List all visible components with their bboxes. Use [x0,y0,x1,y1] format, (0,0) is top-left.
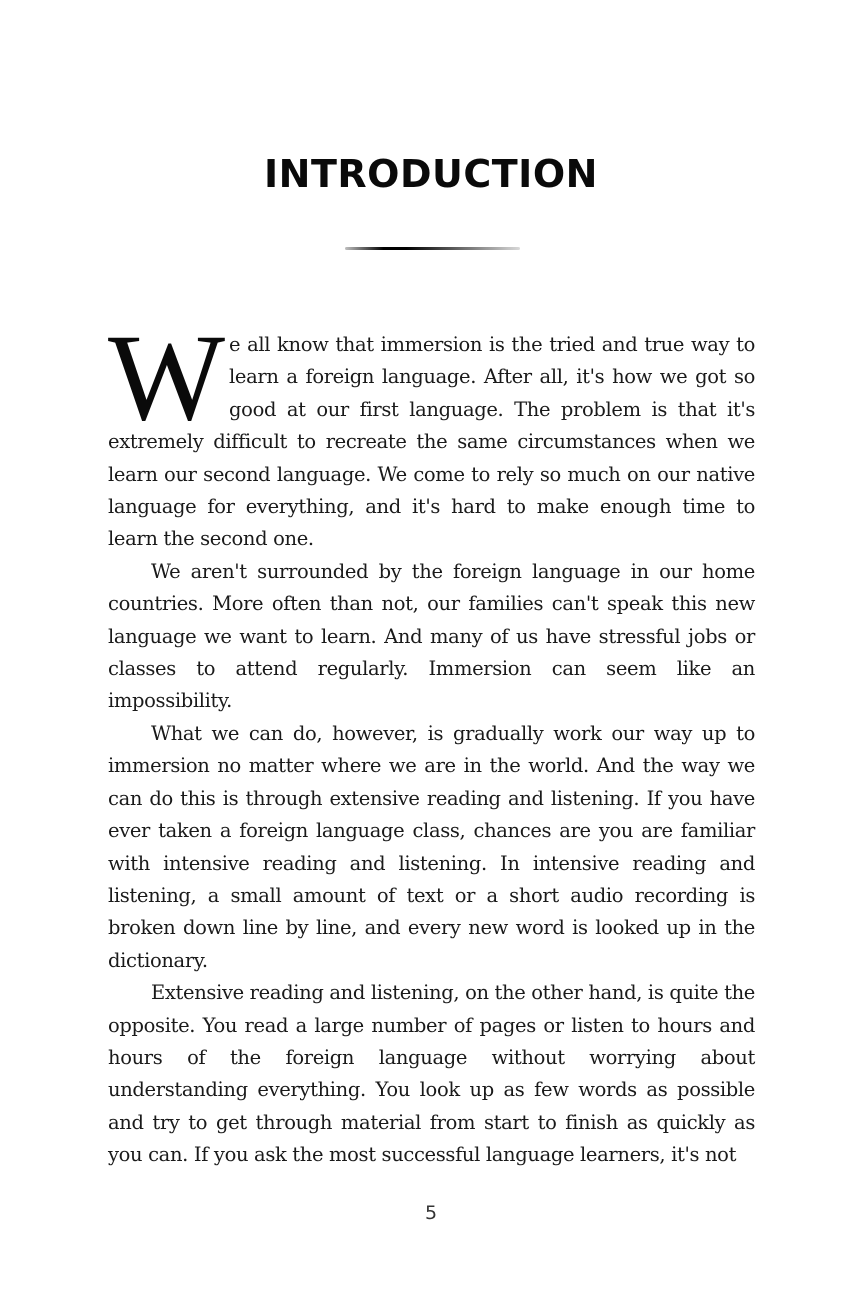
paragraph-2: We aren't surrounded by the foreign language in our home countries. More often than not, our families can't speak this new language we want to learn. And many of us have stressful jobs or classes to attend regularly. Immersion can seem like an impossibility. [108,559,755,713]
body-text [108,309,755,1172]
title-divider [345,247,520,250]
page-number: 5 [424,1202,438,1224]
paragraph-1 [108,309,755,556]
paragraph-4: Extensive reading and listening, on the other hand, is quite the opposite. You read a large number of pages or listen to hours and hours of the foreign language without worrying about understanding everything. You look up as few words as possible and try to get through material from start to finish as quickly as you can. If you ask the most successful language learners, it's not [108,981,755,1167]
drop-cap: W [108,309,224,446]
paragraph-3: What we can do, however, is gradually work our way up to immersion no matter where we are in the world. And the way we can do this is through extensive reading and listening. If you have ever taken a foreign language class, chances are you are familiar with intensive reading and listening. In intensive reading and listening, a small amount of text or a short audio recording is broken down line by line, and every new word is looked up in the dictionary. [108,721,755,972]
chapter-title: INTRODUCTION [264,152,598,196]
paragraph-1-text: e all know that immersion is the tried and true way to learn a foreign language. After all, it's how we got so good at our first language. The problem is that it's extremely difficult to recreate the same circumstances when we learn our second language. We come to rely so much on our native language for everything, and it's hard to make enough time to learn the second one. [108,333,755,551]
